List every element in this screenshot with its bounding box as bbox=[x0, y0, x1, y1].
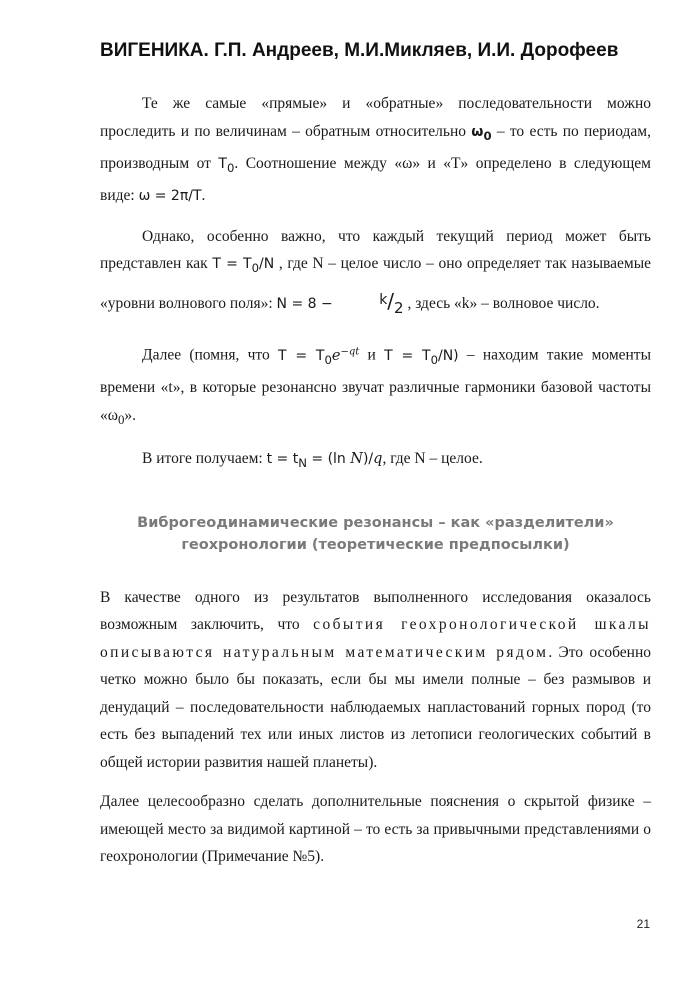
period-formula: $T = T_0/N$ bbox=[212, 256, 275, 275]
paragraph-2: Однако, особенно важно, что каждый текущий период может быть представлен как $T = T_0/N$ , где N – целое число – оно определяет так называемые «уровни волнового поля»: N = 8 − k/2 , здесь «k» – волновое число. bbox=[100, 227, 651, 318]
section-heading: Виброгеодинамические резонансы – как «разделители» геохронологии (теоретические предпосылки) bbox=[137, 514, 614, 553]
page-number: 21 bbox=[636, 917, 650, 931]
paragraph-3: Далее (помня, что $T = T_0e^{-qt}$ и $T = T_0/N$) – находим такие моменты времени «t», в которые резонансно звучат различные гармоники базовой частоты «$\omega_0$». bbox=[100, 346, 651, 427]
paragraph-6: Далее целесообразно сделать дополнительные пояснения о скрытой физике – имеющей место за видимой картиной – то есть за привычными представлениями о геохронологии (Примечание №5). bbox=[100, 793, 651, 866]
spaced-emphasis: события геохронологической шкалы описываются натуральным математическим рядом bbox=[100, 616, 651, 661]
omega-zero-symbol: $\omega_0$ bbox=[471, 123, 492, 143]
time-formula: $t = t_N = (\ln$ N)/q bbox=[266, 451, 383, 471]
document-body bbox=[100, 90, 651, 871]
level-formula: N = 8 − k/2 bbox=[276, 289, 404, 318]
paragraph-5: В качестве одного из результатов выполненного исследования оказалось возможным заключить, что события геохронологической шкалы описываются натуральным математическим рядом. Это особенно четко можно было бы показать, если бы мы имели полные – без размывов и денудаций – последовательности наблюдаемых напластований горных пород (то есть без выпадений тех или иных листов из летописи геологических событий в общей истории развития нашей планеты). bbox=[100, 588, 652, 771]
running-header: ВИГЕНИКА. Г.П. Андреев, М.И.Микляев, И.И. Дорофеев bbox=[100, 40, 619, 61]
period-formula-2: $T = T_0/N$) bbox=[384, 348, 459, 367]
exp-formula: $T = T_0e^{-qt}$ bbox=[277, 346, 360, 367]
t-zero-symbol: $T_0$ bbox=[218, 155, 235, 175]
paragraph-4: В итоге получаем: $t = t_N = (\ln$ N)/q, где N – целое. bbox=[142, 450, 483, 471]
omega-formula: ω = 2π/T bbox=[138, 188, 202, 205]
paragraph-1: Те же самые «прямые» и «обратные» последовательности можно проследить и по величинам – обратным относительно $\omega_0$ – то есть по периодам, производным от $T_0$. Соотношение между «ω» и «T» определено в следующем виде: ω = 2π/T. bbox=[100, 95, 651, 205]
